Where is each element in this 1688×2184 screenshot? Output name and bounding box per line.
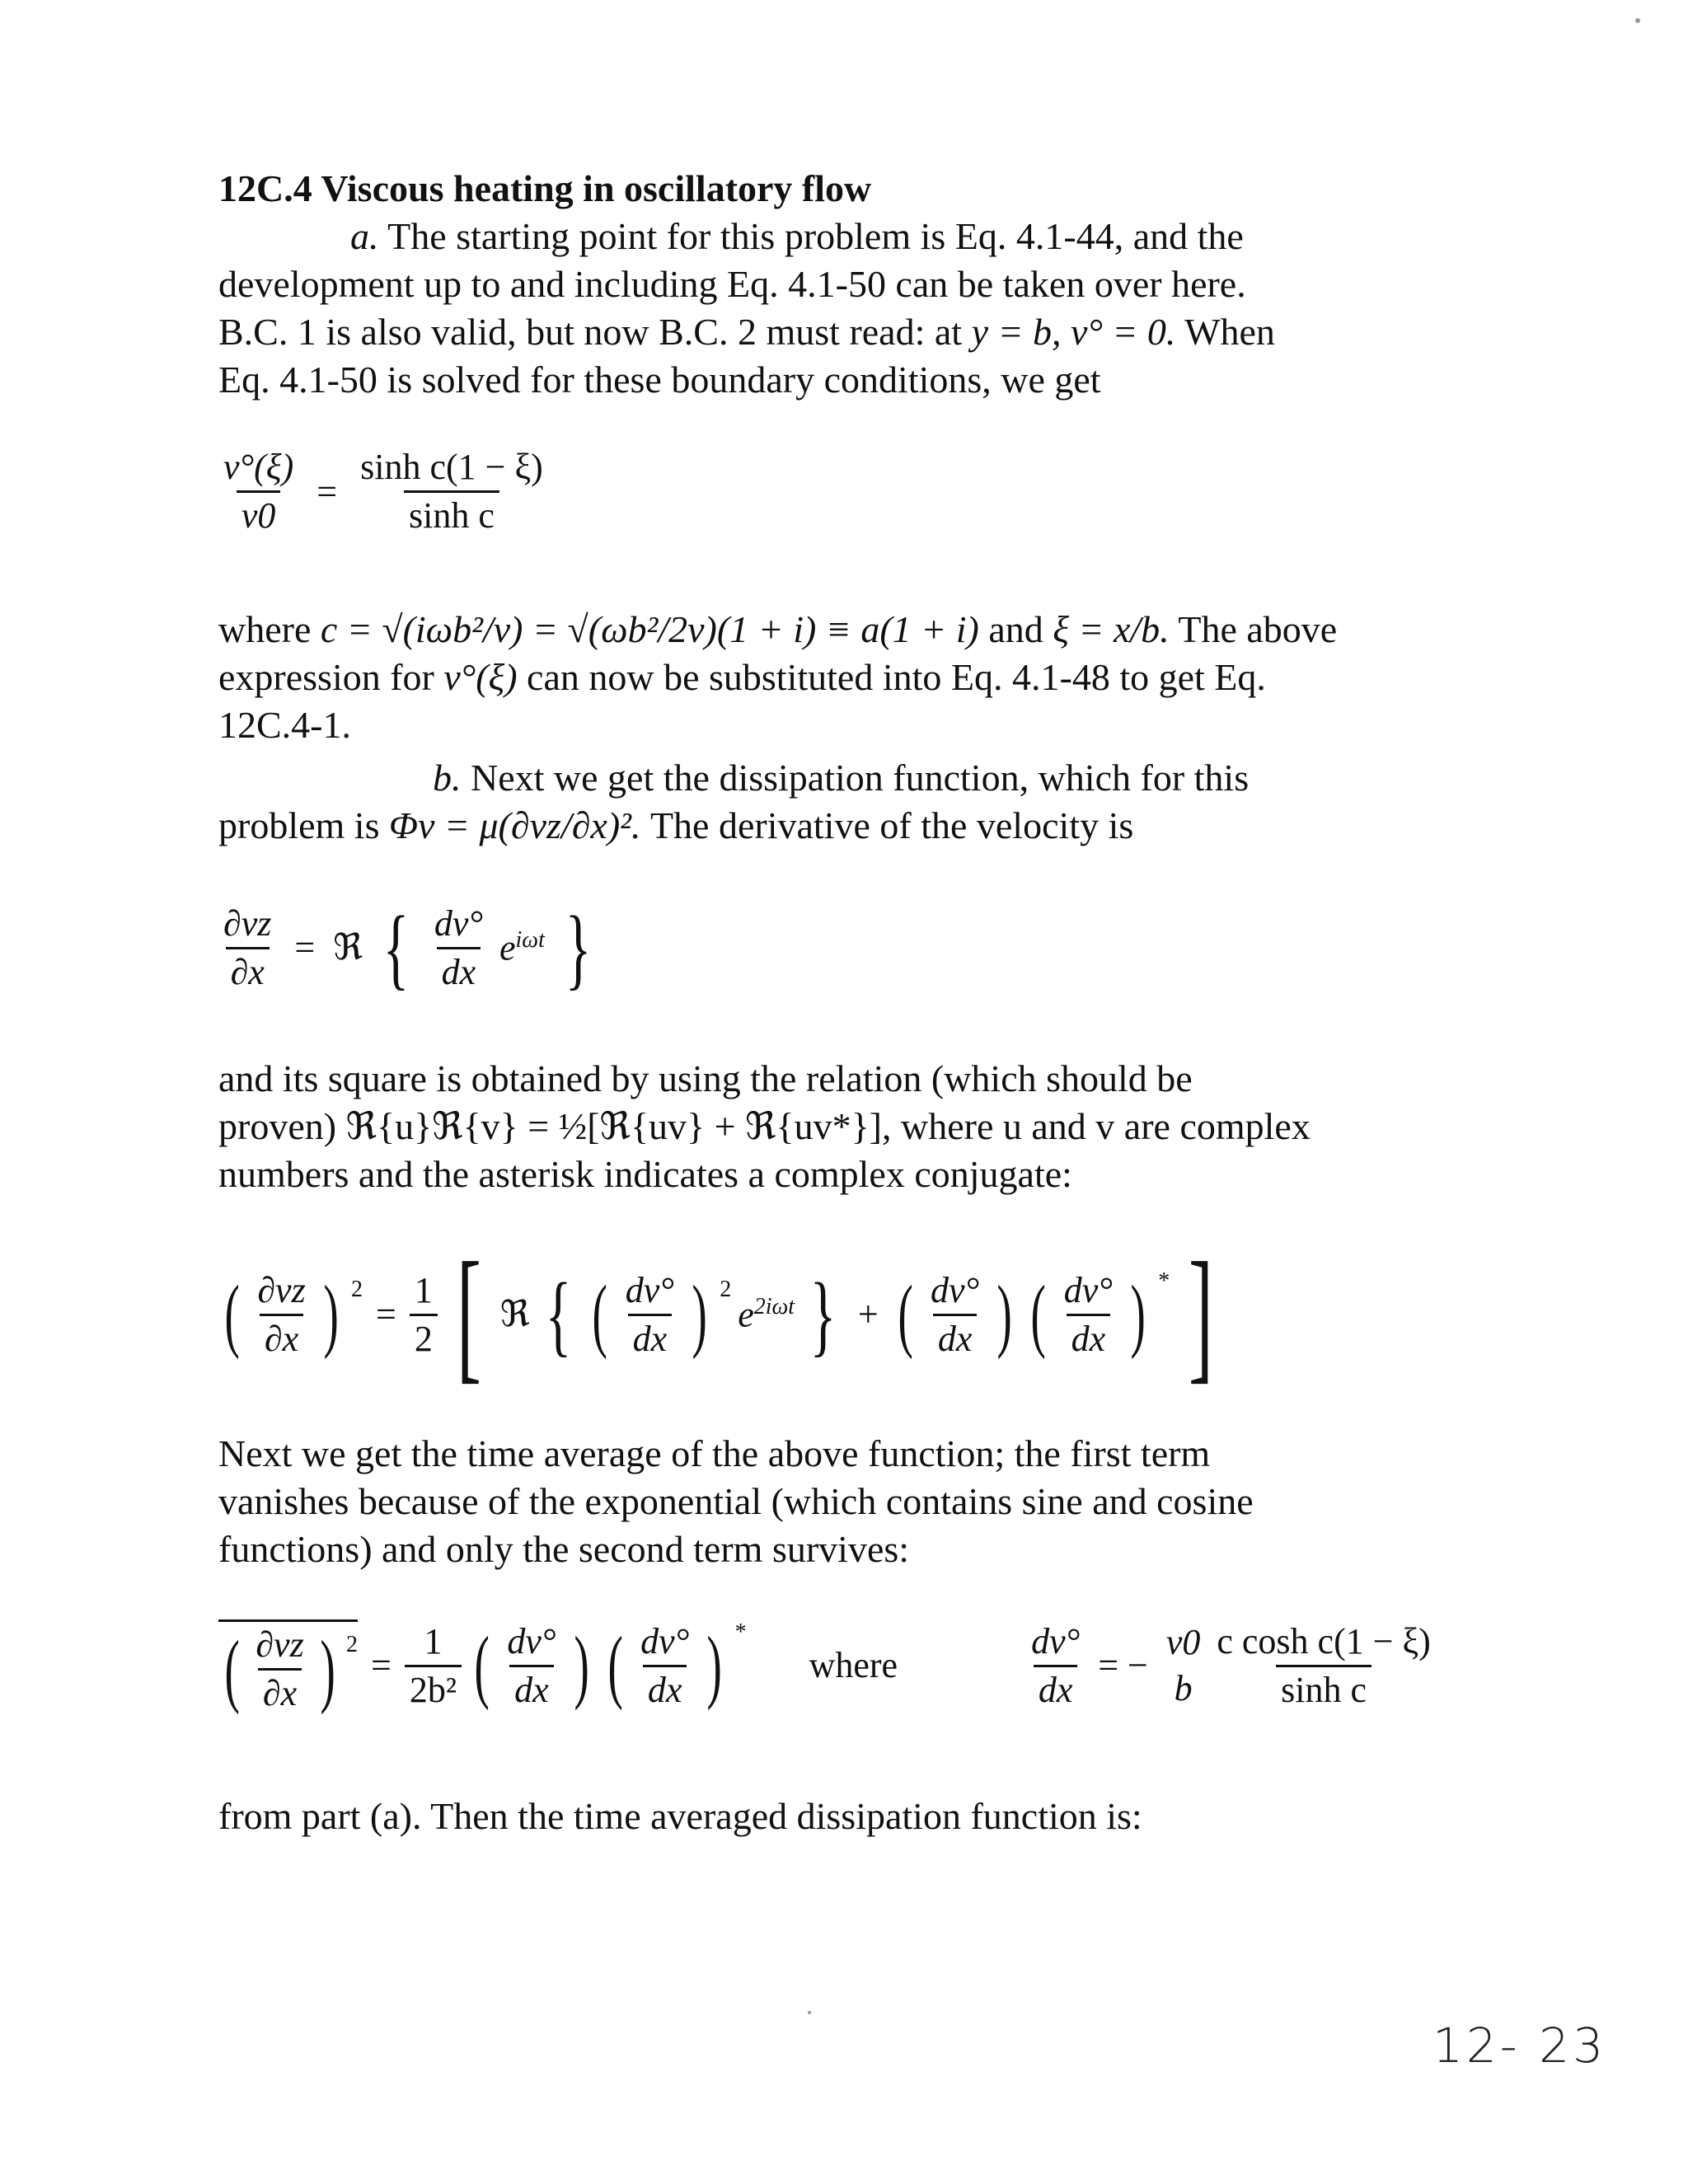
para-b-label: b.: [433, 757, 462, 799]
section-a: [218, 165, 1422, 404]
para-where-line2: expression for v°(ξ) can now be substituted into Eq. 4.1-48 to get Eq.: [218, 656, 1266, 698]
c-definition: c = √(iωb²/ν) = √(ωb²/2ν)(1 + i) ≡ a(1 + i): [320, 608, 979, 650]
para-a-label: a.: [350, 215, 379, 257]
scan-speck: [808, 2011, 811, 2014]
section-title: 12C.4 Viscous heating in oscillatory flow: [218, 167, 872, 209]
para-a-line2: development up to and including Eq. 4.1-50 can be taken over here.: [218, 263, 1246, 305]
eq1-rhs: $\frac{\text{sinh c(1 − ξ)}}{\text{sinh c}}$: [360, 447, 543, 536]
page-number: 12- 23: [1432, 2018, 1606, 2074]
real-part-symbol: ℜ: [333, 927, 363, 968]
eq4-where: where: [809, 1645, 898, 1685]
para-where: [218, 606, 1422, 749]
para-square-line3: numbers and the asterisk indicates a complex conjugate:: [218, 1153, 1072, 1195]
eq1-lhs: $\frac{v^\circ(\xi)}{v0}$: [223, 447, 294, 536]
para-square-line2: proven) ℜ{u}ℜ{v} = ½[ℜ{uv} + ℜ{uv*}], where u and v are complex: [218, 1105, 1311, 1147]
para-b-line1: b. Next we get the dissipation function, which for this: [433, 757, 1250, 799]
para-average: Next we get the time average of the above function; the first term vanishes because of the exponential (which contains sine and cosine functions) and only the second term survives:: [218, 1432, 1254, 1570]
para-b-line2: problem is Φv = μ(∂vz/∂x)². The derivative of the velocity is: [218, 804, 1134, 846]
xi-definition: ξ = x/b.: [1053, 608, 1170, 650]
para-a-line3: B.C. 1 is also valid, but now B.C. 2 must read: at y = b, v° = 0. When: [218, 311, 1275, 353]
para-where-line3: 12C.4-1.: [218, 704, 351, 746]
para-a-line1: a. The starting point for this problem is Eq. 4.1-44, and the: [350, 215, 1244, 257]
para-square: [218, 1055, 1422, 1198]
equation-2: $\frac{\partial vz}{\partial x}$ = ℜ { $\frac{dv^\circ}{dx}$ $e^{i\omega t}$ }: [223, 898, 592, 998]
para-where-line1: where c = √(iωb²/ν) = √(ωb²/2ν)(1 + i) ≡ a(1 + i) and ξ = x/b. The above: [218, 608, 1338, 650]
para-square-line1: and its square is obtained by using the relation (which should be: [218, 1057, 1193, 1099]
scan-speck: [1635, 18, 1640, 23]
para-final: from part (a). Then the time averaged dissipation function is:: [218, 1795, 1142, 1837]
equation-1: $\frac{v^\circ(\xi)}{v0}$ = $\frac{\text{sinh c(1 − ξ)}}{\text{sinh c}}$: [218, 449, 548, 534]
equation-3: ( $\frac{\partial vz}{\partial x}$ ) $^2$ = $\frac{1}{2}$ [ ℜ { ( $\frac{dv^\circ}{dx}$ ) $^2$ $e^{2i\omega t}$ } + ( $\frac{dv^\circ}{dx}$ ) ( $\frac{dv^\circ}{dx}$ ) * ]: [224, 1232, 1214, 1396]
equation-4: ( $\frac{\partial vz}{\partial x}$ ) $^2$ = $\frac{1}{\text{2b²}}$ ( $\frac{dv^\circ}{dx}$ ) ( $\frac{dv^\circ}{dx}$ ) * where $\frac{dv^\circ}{dx}$ = − v0 b $\frac{\text{c cosh c(1 − ξ)}}{\text{sinh c}}$: [218, 1619, 1436, 1712]
section-b: [218, 754, 1422, 850]
para-a-line4: Eq. 4.1-50 is solved for these boundary conditions, we get: [218, 359, 1101, 401]
